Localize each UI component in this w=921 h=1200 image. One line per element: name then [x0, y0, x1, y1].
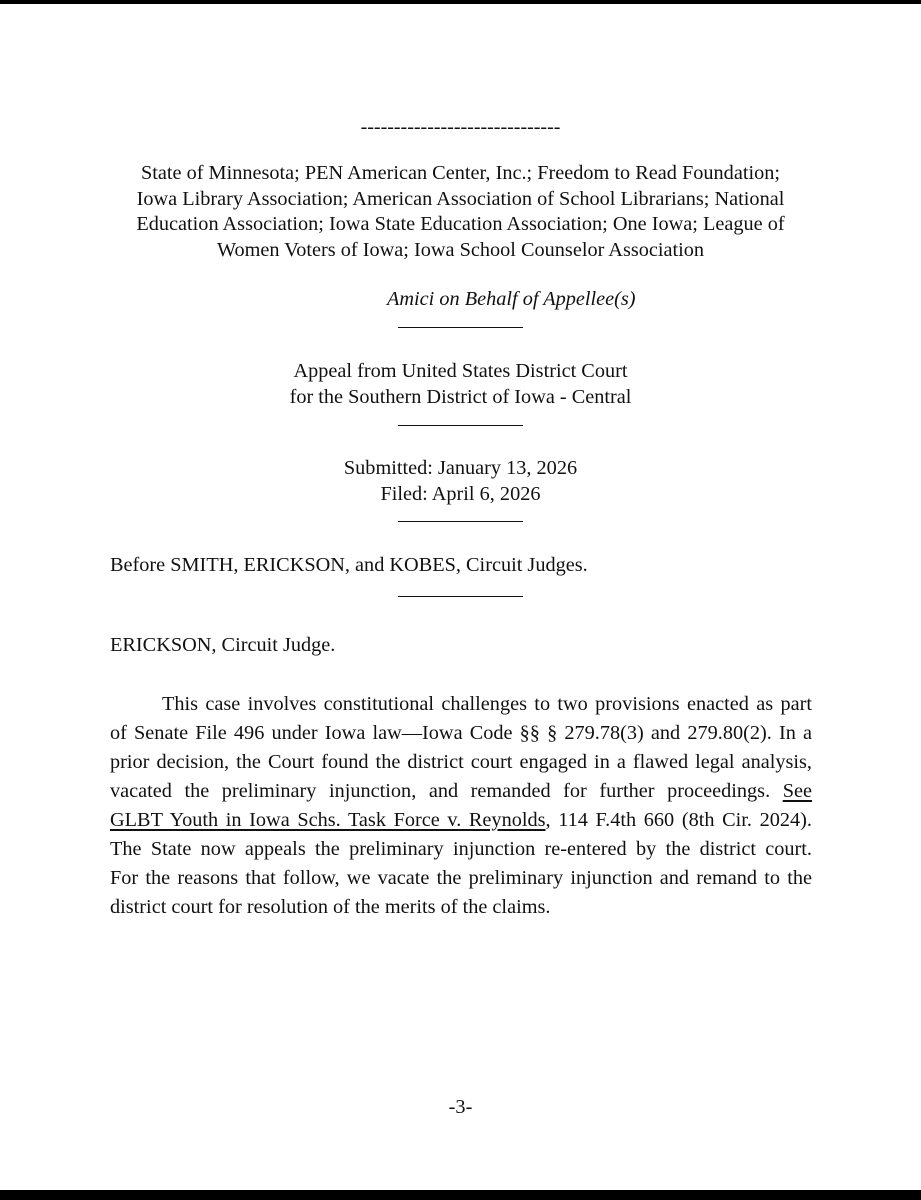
case-name-citation: GLBT Youth in Iowa Schs. Task Force v. Reynolds	[110, 809, 546, 831]
amici-role: Amici on Behalf of Appellee(s)	[387, 288, 636, 310]
opinion-line-8: district court for resolution of the merits of the claims.	[110, 896, 551, 918]
opinion-line-4-text: vacated the preliminary injunction, and remanded for further proceedings.	[110, 780, 771, 802]
amici-list	[110, 161, 811, 263]
submitted-date: Submitted: January 13, 2026	[343, 457, 578, 479]
dates-block	[0, 456, 921, 507]
page-number: -3-	[448, 1096, 473, 1118]
divider-rule-1	[398, 327, 523, 328]
opinion-line-6: The State now appeals the preliminary injunction re-entered by the district court.	[110, 838, 812, 860]
divider-rule-4	[398, 596, 523, 597]
opinion-author: ERICKSON, Circuit Judge.	[110, 634, 336, 656]
separator-dashes	[0, 116, 921, 139]
opinion-line-1: This case involves constitutional challenges to two provisions enacted as part	[162, 693, 812, 715]
appeal-line-1: Appeal from United States District Court	[293, 360, 628, 382]
opinion-line-4	[110, 777, 812, 806]
opinion-line-7: For the reasons that follow, we vacate the preliminary injunction and remand to the	[110, 867, 812, 889]
opinion-paragraph	[110, 690, 812, 922]
amici-line-1: State of Minnesota; PEN American Center, Inc.; Freedom to Read Foundation;	[140, 162, 781, 184]
separator-text: ------------------------------	[360, 116, 561, 138]
divider-rule-3	[398, 521, 523, 522]
opinion-line-2: of Senate File 496 under Iowa law—Iowa Code §§ § 279.78(3) and 279.80(2). In a	[110, 722, 812, 744]
reporter-citation: , 114 F.4th 660 (8th Cir. 2024).	[545, 809, 812, 831]
opinion-line-5	[110, 806, 812, 835]
divider-rule-2	[398, 425, 523, 426]
appeal-block	[0, 359, 921, 410]
panel-line: Before SMITH, ERICKSON, and KOBES, Circuit Judges.	[110, 554, 588, 576]
citation-signal-see: See	[782, 780, 812, 802]
filed-date: Filed: April 6, 2026	[380, 482, 541, 505]
document-page	[0, 4, 921, 1190]
amici-line-3: Education Association; Iowa State Education Association; One Iowa; League of	[136, 213, 785, 235]
opinion-line-3: prior decision, the Court found the district court engaged in a flawed legal analysis,	[110, 751, 812, 773]
amici-line-2: Iowa Library Association; American Association of School Librarians; National	[136, 187, 785, 210]
appeal-line-2: for the Southern District of Iowa - Central	[289, 385, 632, 408]
amici-line-4: Women Voters of Iowa; Iowa School Counselor Association	[216, 238, 705, 261]
